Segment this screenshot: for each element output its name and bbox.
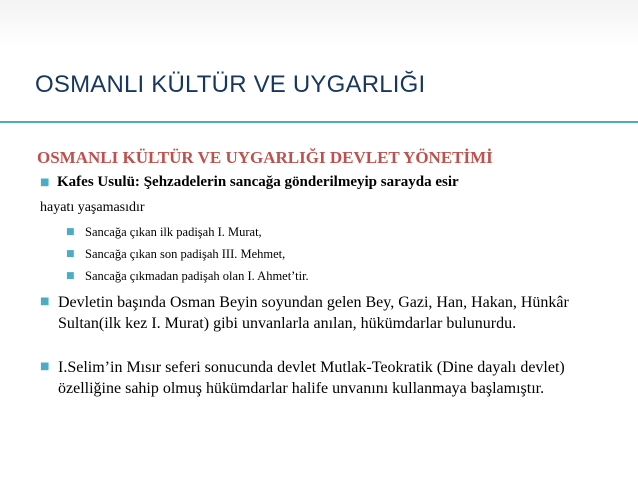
section-heading: OSMANLI KÜLTÜR VE UYGARLIĞI DEVLET YÖNETİMİ — [37, 148, 493, 167]
slide-title: OSMANLI KÜLTÜR VE UYGARLIĞI — [35, 71, 426, 98]
sub-list-item-text: Sancağa çıkmadan padişah olan I. Ahmet’tir. — [85, 269, 309, 283]
sub-list-item-text: Sancağa çıkan ilk padişah I. Murat, — [85, 225, 262, 239]
sub-list-item-text: Sancağa çıkan son padişah III. Mehmet, — [85, 247, 286, 261]
square-bullet-icon: ■ — [40, 177, 50, 188]
list-item-text: Devletin başında Osman Beyin soyundan gelen Bey, Gazi, Han, Hakan, Hünkâr Sultan(ilk kez I. Murat) gibi unvanlarla anılan, hükümdarlar bulunurdu. — [58, 294, 569, 332]
list-item — [40, 292, 615, 334]
kafes-continuation: hayatı yaşamasıdır — [40, 200, 145, 215]
list-item — [40, 357, 615, 399]
list-item-text: I.Selim’in Mısır seferi sonucunda devlet Mutlak-Teokratik (Dine dayalı devlet) özelliğine sahip olmuş hükümdarlar halife unvanını kullanmaya başlamıştır. — [58, 359, 565, 397]
square-bullet-icon: ■ — [40, 361, 50, 372]
square-bullet-icon: ■ — [66, 271, 75, 281]
title-divider — [0, 121, 638, 123]
kafes-text: Şehzadelerin sancağa gönderilmeyip sarayda esir — [139, 174, 459, 190]
square-bullet-icon: ■ — [66, 249, 75, 259]
square-bullet-icon: ■ — [66, 227, 75, 237]
header-band — [0, 0, 638, 46]
square-bullet-icon: ■ — [40, 296, 50, 307]
kafes-label: Kafes Usulü: — [57, 174, 140, 190]
